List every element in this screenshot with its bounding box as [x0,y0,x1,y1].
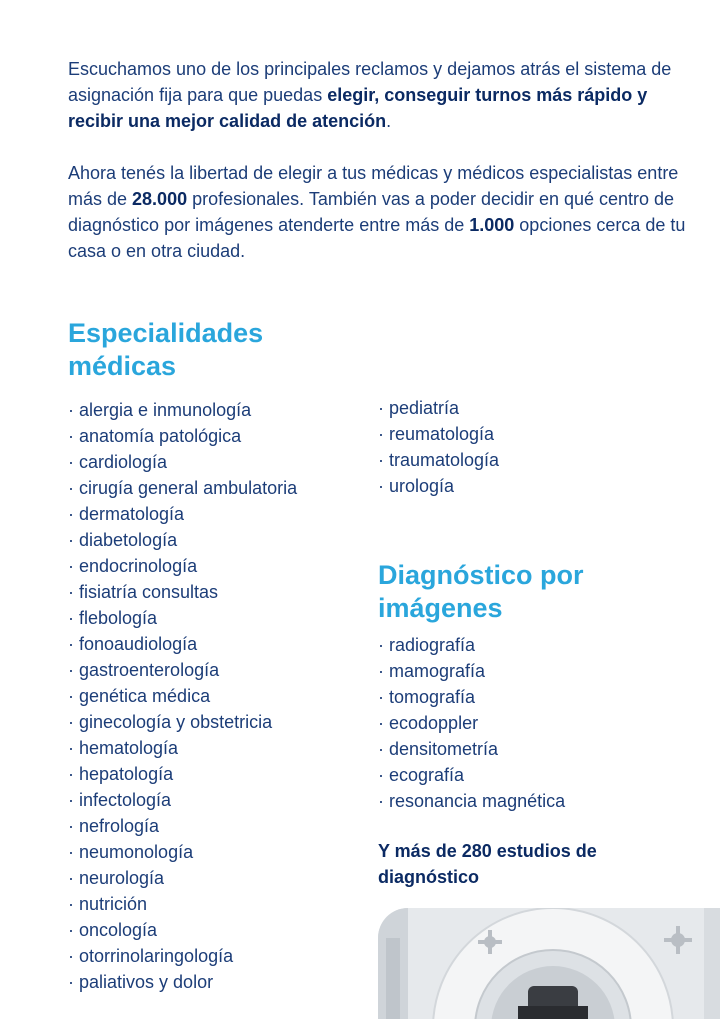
diagnostico-list [378,632,565,814]
ct-scanner-photo [378,908,720,1019]
intro-text-segment: opciones cerca de tu casa o en otra ciudad. [68,215,686,261]
list-item: · gastroenterología [68,657,297,683]
list-item: · neurología [68,865,297,891]
intro-highlight: elegir, conseguir turnos más rápido y recibir una mejor calidad de atención [68,85,648,131]
especialidades-heading: Especialidades médicas [68,318,264,381]
list-item: · dermatología [68,501,297,527]
especialidades-list-left [68,397,297,995]
intro-text [68,56,688,264]
list-item: · cirugía general ambulatoria [68,475,297,501]
list-item: · alergia e inmunología [68,397,297,423]
list-item: · hematología [68,735,297,761]
intro-paragraph-2 [68,160,688,264]
list-item: · fisiatría consultas [68,579,297,605]
intro-text-segment: Ahora tenés la libertad de elegir a tus médicas y médicos especialistas entre más de [68,163,679,209]
list-item: · urología [378,473,499,499]
list-item: · traumatología [378,447,499,473]
list-item: · otorrinolaringología [68,943,297,969]
list-item: · cardiología [68,449,297,475]
list-item: · paliativos y dolor [68,969,297,995]
list-item: · mamografía [378,658,565,684]
professionals-count: 28.000 [132,189,188,209]
list-item: · densitometría [378,736,565,762]
list-item: · pediatría [378,395,499,421]
list-item: · oncología [68,917,297,943]
list-item: · reumatología [378,421,499,447]
list-item: · diabetología [68,527,297,553]
intro-text-segment: . [386,111,392,131]
list-item: · radiografía [378,632,565,658]
diagnostico-heading: Diagnóstico por imágenes [378,560,584,623]
list-item: · ecodoppler [378,710,565,736]
list-item: · nefrología [68,813,297,839]
list-item: · nutrición [68,891,297,917]
estudios-note: Y más de 280 estudios de diagnóstico [378,841,597,887]
list-item: · ecografía [378,762,565,788]
intro-text-segment: Escuchamos uno de los principales reclamos y dejamos atrás el sistema de asignación fija para que puedas [68,59,672,105]
especialidades-list-right [378,395,499,499]
ct-scanner-illustration [378,908,720,1019]
list-item: · ginecología y obstetricia [68,709,297,735]
intro-text-segment: profesionales. También vas a poder decidir en qué centro de diagnóstico por imágenes atenderte entre más de [68,189,675,235]
list-item: · fonoaudiología [68,631,297,657]
centers-count: 1.000 [469,215,515,235]
list-item: · infectología [68,787,297,813]
list-item: · resonancia magnética [378,788,565,814]
list-item: · anatomía patológica [68,423,297,449]
list-item: · tomografía [378,684,565,710]
list-item: · flebología [68,605,297,631]
list-item: · hepatología [68,761,297,787]
intro-paragraph-1 [68,56,688,134]
list-item: · endocrinología [68,553,297,579]
list-item: · genética médica [68,683,297,709]
list-item: · neumonología [68,839,297,865]
